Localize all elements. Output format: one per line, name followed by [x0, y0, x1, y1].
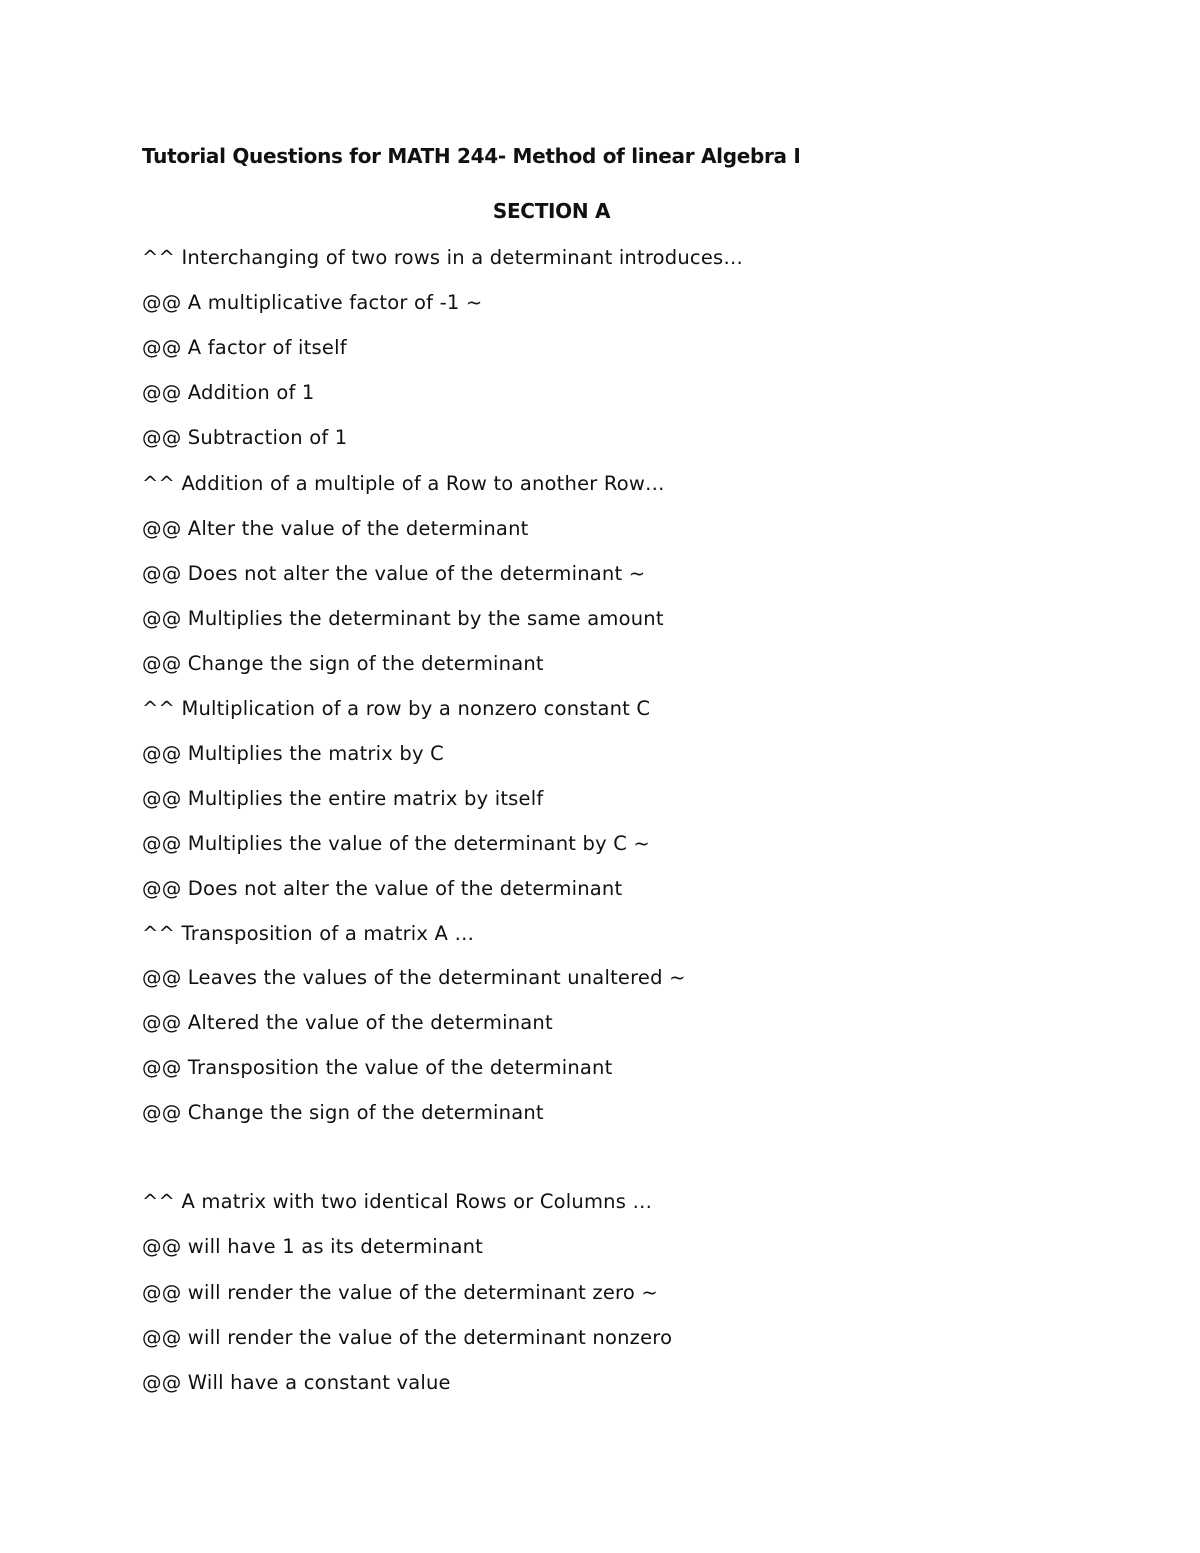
option-line: @@ Leaves the values of the determinant unaltered ~: [142, 966, 686, 989]
option-line: @@ Change the sign of the determinant: [142, 652, 544, 675]
question-line: ^^ Interchanging of two rows in a determinant introduces…: [142, 246, 744, 269]
option-line: @@ Multiplies the entire matrix by itself: [142, 787, 544, 810]
option-line: @@ Does not alter the value of the determinant: [142, 877, 623, 900]
option-line: @@ Multiplies the determinant by the same amount: [142, 607, 664, 630]
option-line: @@ Multiplies the value of the determinant by C ~: [142, 832, 650, 855]
option-line: @@ Multiplies the matrix by C: [142, 742, 444, 765]
option-line: @@ will render the value of the determinant zero ~: [142, 1281, 658, 1304]
option-line: @@ A factor of itself: [142, 336, 347, 359]
section-heading: SECTION A: [492, 199, 611, 223]
document-title: Tutorial Questions for MATH 244- Method of linear Algebra I: [142, 144, 801, 168]
question-line: ^^ Multiplication of a row by a nonzero constant C: [142, 697, 651, 720]
question-line: ^^ Transposition of a matrix A …: [142, 922, 475, 945]
option-line: @@ A multiplicative factor of -1 ~: [142, 291, 483, 314]
option-line: @@ Change the sign of the determinant: [142, 1101, 544, 1124]
option-line: @@ will have 1 as its determinant: [142, 1235, 483, 1258]
option-line: @@ Will have a constant value: [142, 1371, 451, 1394]
option-line: @@ will render the value of the determinant nonzero: [142, 1326, 673, 1349]
option-line: @@ Subtraction of 1: [142, 426, 348, 449]
question-line: ^^ Addition of a multiple of a Row to another Row…: [142, 472, 665, 495]
option-line: @@ Altered the value of the determinant: [142, 1011, 553, 1034]
option-line: @@ Transposition the value of the determinant: [142, 1056, 613, 1079]
option-line: @@ Does not alter the value of the determinant ~: [142, 562, 646, 585]
question-line: ^^ A matrix with two identical Rows or Columns …: [142, 1190, 653, 1213]
option-line: @@ Alter the value of the determinant: [142, 517, 529, 540]
option-line: @@ Addition of 1: [142, 381, 315, 404]
